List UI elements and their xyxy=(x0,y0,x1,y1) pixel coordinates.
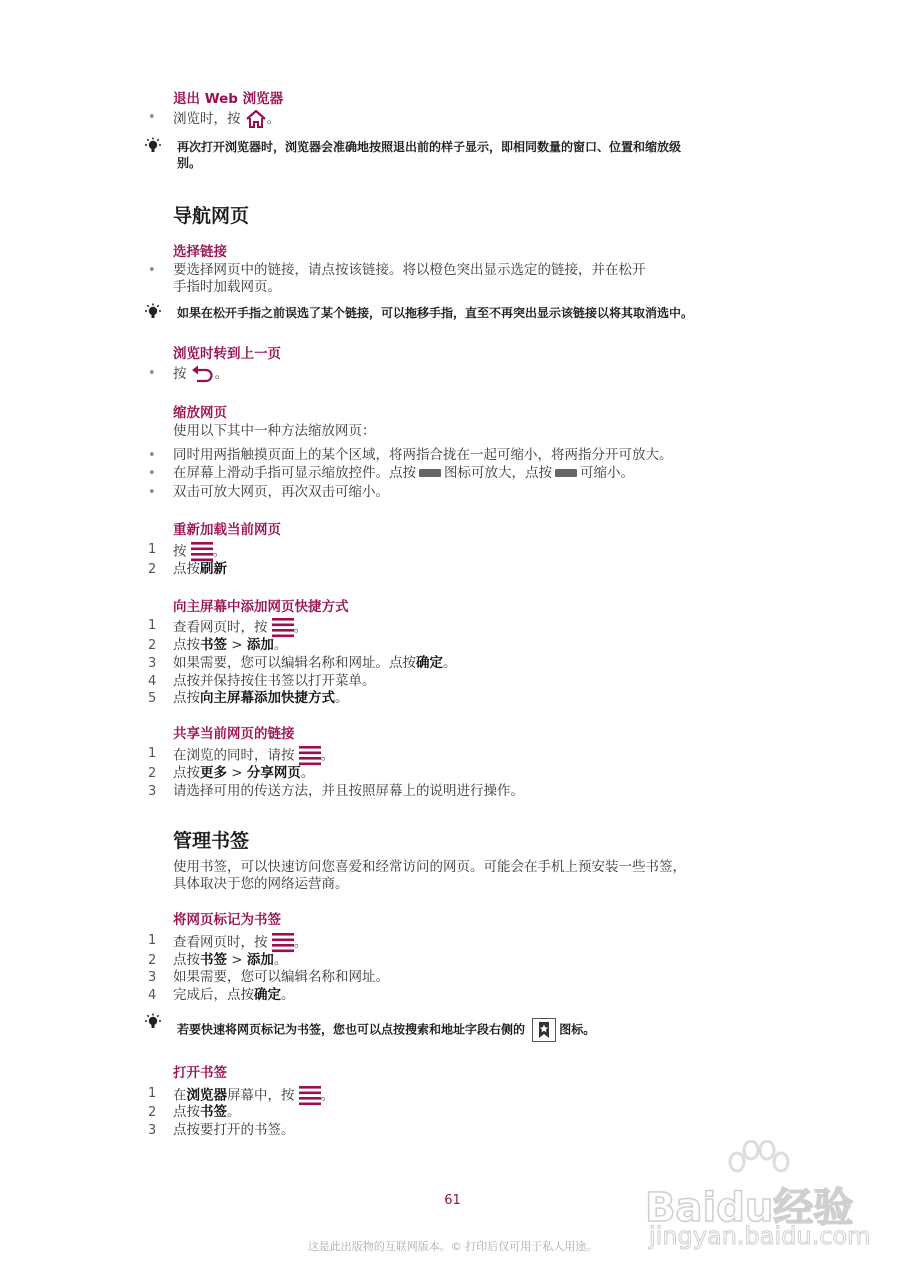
open-bookmark-title: 打开书签 xyxy=(173,1065,227,1081)
bullet: • xyxy=(148,466,156,481)
back-title: 浏览时转到上一页 xyxy=(173,346,281,362)
zoom-intro: 使用以下其中一种方法缩放网页： xyxy=(173,423,376,439)
step-number: 1 xyxy=(148,542,157,557)
page-number: 61 xyxy=(444,1193,461,1208)
bullet: • xyxy=(148,110,156,125)
step-number: 2 xyxy=(148,638,157,653)
step-number: 5 xyxy=(148,691,157,706)
shortcut-step-3: 如果需要，您可以编辑名称和网址。点按确定。 xyxy=(173,655,457,671)
mark-tip: 若要快速将网页标记为书签，您也可以点按搜索和地址字段右侧的 图标。 xyxy=(177,1018,595,1042)
zoom-item-1: 同时用两指触摸页面上的某个区域，将两指合拢在一起可缩小，将两指分开可放大。 xyxy=(173,447,673,463)
bullet: • xyxy=(148,366,156,381)
menu-icon xyxy=(272,932,294,953)
share-step-2: 点按更多 > 分享网页。 xyxy=(173,765,315,781)
mark-step-2: 点按书签 > 添加。 xyxy=(173,952,288,968)
home-icon xyxy=(245,109,267,129)
bullet: • xyxy=(148,485,156,500)
shortcut-step-1: 查看网页时，按 。 xyxy=(173,617,307,638)
bullet: • xyxy=(148,448,156,463)
exit-browser-step: 浏览时，按 。 xyxy=(173,111,281,127)
step-number: 2 xyxy=(148,1105,157,1120)
mark-step-3: 如果需要，您可以编辑名称和网址。 xyxy=(173,969,389,985)
shortcut-step-2: 点按书签 > 添加。 xyxy=(173,637,288,653)
exit-browser-title: 退出 Web 浏览器 xyxy=(173,91,284,107)
navigate-heading: 导航网页 xyxy=(173,205,250,227)
menu-icon xyxy=(299,1085,321,1106)
shortcut-step-4: 点按并保持按住书签以打开菜单。 xyxy=(173,673,376,689)
exit-browser-tip: 再次打开浏览器时，浏览器会准确地按照退出前的样子显示，即相同数量的窗口、位置和缩放级 别。 xyxy=(177,140,682,170)
menu-icon xyxy=(191,541,213,562)
zoom-out-icon xyxy=(555,469,577,477)
shortcut-title: 向主屏幕中添加网页快捷方式 xyxy=(173,599,349,615)
step-number: 3 xyxy=(148,784,157,799)
reload-step-2: 点按刷新 xyxy=(173,561,227,577)
zoom-item-3: 双击可放大网页，再次双击可缩小。 xyxy=(173,484,389,500)
reload-step-1: 按 。 xyxy=(173,541,226,562)
mark-bookmark-title: 将网页标记为书签 xyxy=(173,912,281,928)
share-step-1: 在浏览的同时，请按 。 xyxy=(173,745,334,766)
open-step-1: 在浏览器屏幕中，按 。 xyxy=(173,1085,334,1106)
step-number: 2 xyxy=(148,766,157,781)
tip-bulb-icon xyxy=(143,303,163,321)
select-link-tip: 如果在松开手指之前误选了某个链接，可以拖移手指，直至不再突出显示该链接以将其取消选中。 xyxy=(177,306,694,320)
select-link-title: 选择链接 xyxy=(173,244,227,260)
zoom-title: 缩放网页 xyxy=(173,405,227,421)
open-step-3: 点按要打开的书签。 xyxy=(173,1122,295,1138)
baidu-watermark: Baidu经验 jingyan.baidu.com xyxy=(645,1140,875,1275)
select-link-text: 要选择网页中的链接，请点按该链接。将以橙色突出显示选定的链接，并在松开 手指时加载网页。 xyxy=(173,262,646,295)
step-number: 1 xyxy=(148,746,157,761)
bookmarks-intro: 使用书签，可以快速访问您喜爱和经常访问的网页。可能会在手机上预安装一些书签， 具体取决于您的网络运营商。 xyxy=(173,859,686,892)
tip-bulb-icon xyxy=(143,1013,163,1031)
menu-icon xyxy=(272,617,294,638)
back-step: 按 。 xyxy=(173,366,229,382)
share-title: 共享当前网页的链接 xyxy=(173,726,295,742)
bullet: • xyxy=(148,263,156,278)
tip-bulb-icon xyxy=(143,137,163,155)
step-number: 4 xyxy=(148,988,157,1003)
step-number: 3 xyxy=(148,1123,157,1138)
open-step-2: 点按书签。 xyxy=(173,1104,241,1120)
step-number: 3 xyxy=(148,970,157,985)
step-number: 1 xyxy=(148,1086,157,1101)
zoom-in-icon xyxy=(419,469,441,477)
step-number: 1 xyxy=(148,618,157,633)
bookmarks-heading: 管理书签 xyxy=(173,830,250,852)
menu-icon xyxy=(299,745,321,766)
mark-step-1: 查看网页时，按 。 xyxy=(173,932,307,953)
share-step-3: 请选择可用的传送方法，并且按照屏幕上的说明进行操作。 xyxy=(173,783,524,799)
step-number: 3 xyxy=(148,656,157,671)
zoom-item-2: 在屏幕上滑动手指可显示缩放控件。点按 图标可放大，点按 可缩小。 xyxy=(173,465,634,481)
reload-title: 重新加载当前网页 xyxy=(173,522,281,538)
bookmark-star-icon xyxy=(532,1018,556,1042)
step-number: 4 xyxy=(148,674,157,689)
shortcut-step-5: 点按向主屏幕添加快捷方式。 xyxy=(173,690,349,706)
footer-note: 这是此出版物的互联网版本。© 打印后仅可用于私人用途。 xyxy=(307,1240,598,1253)
mark-step-4: 完成后，点按确定。 xyxy=(173,987,295,1003)
step-number: 2 xyxy=(148,953,157,968)
step-number: 1 xyxy=(148,933,157,948)
back-arrow-icon xyxy=(191,365,215,383)
step-number: 2 xyxy=(148,562,157,577)
